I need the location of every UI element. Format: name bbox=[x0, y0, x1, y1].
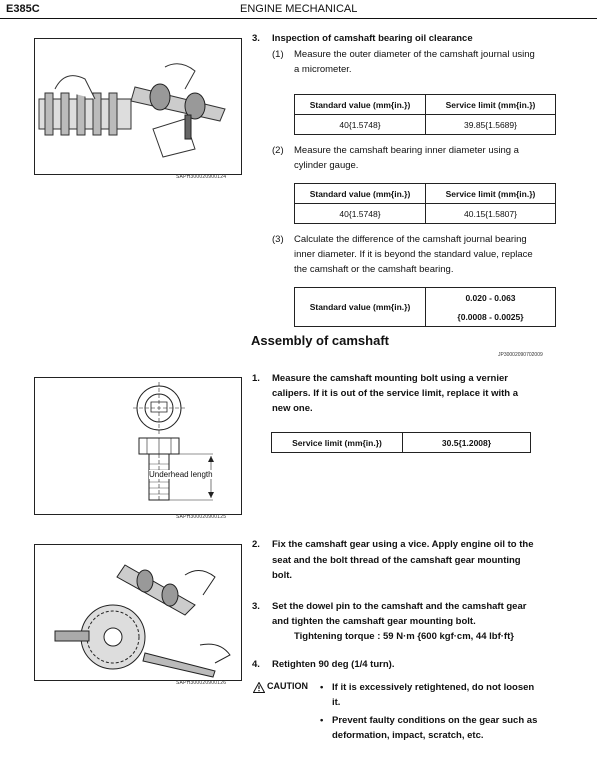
step-number: 3. bbox=[252, 601, 260, 612]
caution-label: CAUTION bbox=[267, 681, 308, 691]
step-text-line: calipers. If it is out of the service limit, replace it with a bbox=[272, 388, 519, 399]
reference-code: JP30002090702009 bbox=[498, 352, 543, 358]
step-number: 1. bbox=[252, 373, 260, 384]
caution-bullet bbox=[320, 680, 534, 695]
step-number: 4. bbox=[252, 659, 260, 670]
table-value-cell: {0.0008 - 0.0025} bbox=[426, 307, 556, 327]
caution-text-line: Prevent faulty conditions on the gear such as bbox=[332, 715, 538, 726]
warning-triangle-icon bbox=[253, 682, 265, 693]
table-value-cell: 39.85{1.5689} bbox=[426, 115, 556, 135]
spec-table-journal-od bbox=[294, 94, 556, 135]
table-header-cell: Standard value (mm{in.}) bbox=[295, 184, 426, 204]
table-value-cell: 40{1.5748} bbox=[295, 204, 426, 224]
figure-caption: SAPH300020900126 bbox=[176, 680, 227, 686]
inspection-heading: Inspection of camshaft bearing oil clearance bbox=[272, 33, 473, 44]
spec-table-oil-clearance bbox=[294, 287, 556, 327]
table-value-cell: 40{1.5748} bbox=[295, 115, 426, 135]
header-rule bbox=[0, 18, 597, 19]
step-number: 3. bbox=[252, 33, 260, 44]
caution-text-line: it. bbox=[332, 697, 341, 708]
step-text-line: new one. bbox=[272, 403, 313, 414]
section-header-title: ENGINE MECHANICAL bbox=[240, 3, 358, 15]
model-code: E385C bbox=[6, 3, 40, 15]
substep-text-line: the camshaft or the camshaft bearing. bbox=[294, 264, 454, 275]
table-header-cell: Standard value (mm{in.}) bbox=[295, 288, 426, 327]
figure-caption: SAPH300020900124 bbox=[176, 174, 227, 180]
step-text-line: Measure the camshaft mounting bolt using a vernier bbox=[272, 373, 508, 384]
table-header-cell: Standard value (mm{in.}) bbox=[295, 95, 426, 115]
substep-text-line: a micrometer. bbox=[294, 64, 352, 75]
caution-bullet bbox=[320, 713, 537, 728]
figure-camshaft-gear bbox=[34, 544, 242, 681]
caution-block bbox=[253, 681, 313, 695]
tightening-torque: Tightening torque : 59 N·m {600 kgf·cm, 44 lbf·ft} bbox=[294, 631, 514, 642]
caution-text-line: deformation, impact, scratch, etc. bbox=[332, 730, 484, 741]
substep-number: (3) bbox=[272, 234, 284, 245]
table-header-cell: Service limit (mm{in.}) bbox=[426, 95, 556, 115]
substep-number: (1) bbox=[272, 49, 284, 60]
figure-camshaft-micrometer bbox=[34, 38, 242, 175]
camshaft-micrometer-illustration bbox=[35, 39, 241, 174]
step-text-line: bolt. bbox=[272, 570, 293, 581]
step-text-line: seat and the bolt thread of the camshaft gear mounting bbox=[272, 555, 521, 566]
table-value-cell: 0.020 - 0.063 bbox=[426, 288, 556, 308]
step-number: 2. bbox=[252, 539, 260, 550]
table-header-cell: Service limit (mm{in.}) bbox=[426, 184, 556, 204]
substep-text-line: Calculate the difference of the camshaft journal bearing bbox=[294, 234, 527, 245]
step-text-line: Set the dowel pin to the camshaft and the camshaft gear bbox=[272, 601, 527, 612]
spec-table-bolt-length bbox=[271, 432, 531, 453]
underhead-length-label: Underhead length bbox=[149, 470, 213, 479]
substep-text-line: inner diameter. If it is beyond the standard value, replace bbox=[294, 249, 533, 260]
substep-text-line: cylinder gauge. bbox=[294, 160, 359, 171]
spec-table-bearing-id bbox=[294, 183, 556, 224]
section-title: Assembly of camshaft bbox=[251, 333, 389, 348]
camshaft-gear-illustration bbox=[35, 545, 241, 680]
step-text-line: Retighten 90 deg (1/4 turn). bbox=[272, 659, 395, 670]
bullet-dot: • bbox=[320, 715, 324, 726]
table-value-cell: 30.5{1.2008} bbox=[403, 433, 531, 453]
mounting-bolt-illustration bbox=[35, 378, 241, 514]
figure-caption: SAPH300020900125 bbox=[176, 514, 227, 520]
figure-mounting-bolt bbox=[34, 377, 242, 515]
table-header-cell: Service limit (mm{in.}) bbox=[272, 433, 403, 453]
step-text-line: Fix the camshaft gear using a vice. Apply engine oil to the bbox=[272, 539, 534, 550]
caution-text-line: If it is excessively retightened, do not loosen bbox=[332, 682, 535, 693]
step-text-line: and tighten the camshaft gear mounting bolt. bbox=[272, 616, 476, 627]
bullet-dot: • bbox=[320, 682, 324, 693]
substep-text-line: Measure the camshaft bearing inner diameter using a bbox=[294, 145, 519, 156]
substep-number: (2) bbox=[272, 145, 284, 156]
table-value-cell: 40.15{1.5807} bbox=[426, 204, 556, 224]
substep-text-line: Measure the outer diameter of the camshaft journal using bbox=[294, 49, 535, 60]
